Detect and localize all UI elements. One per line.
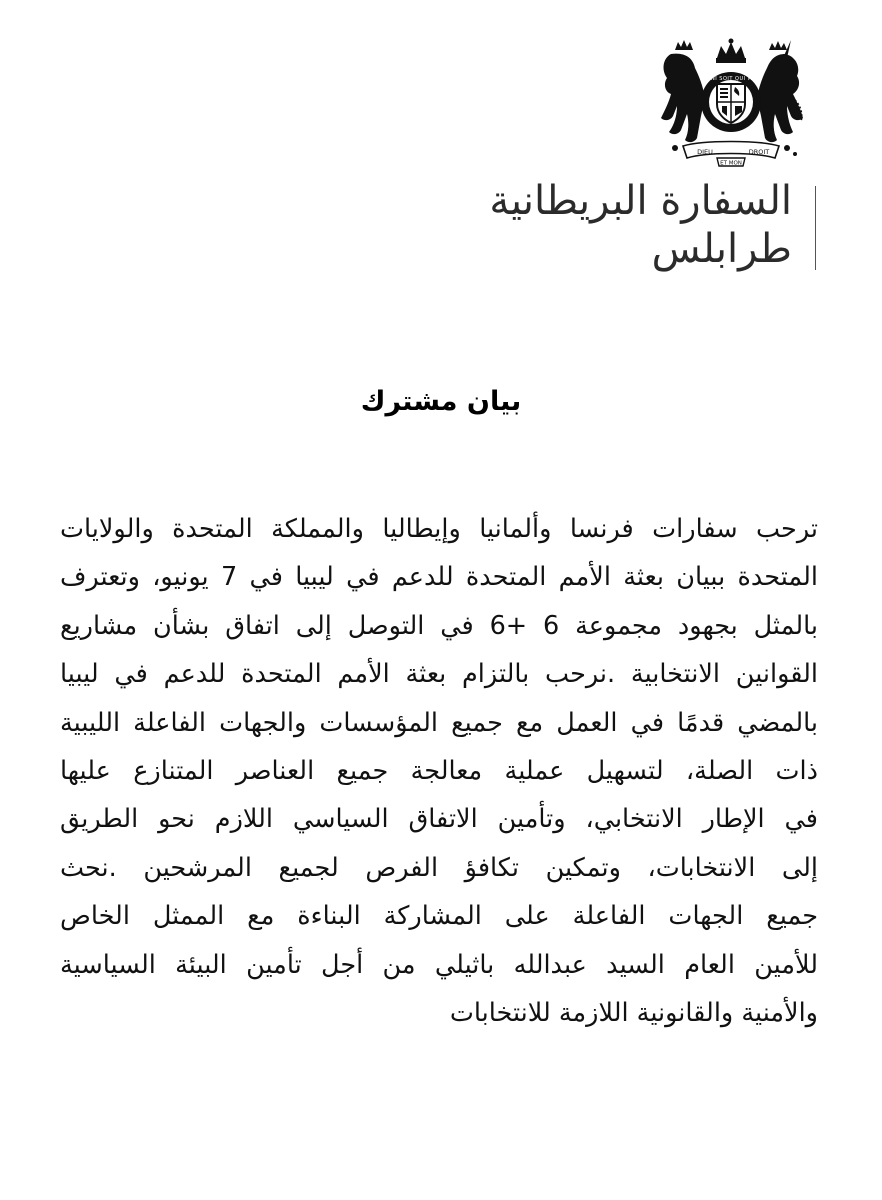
- body-line: بالمثل بجهود مجموعة 6 +6 في التوصل إلى اتفاق بشأن مشاريع: [60, 610, 818, 641]
- document-body: [60, 505, 818, 1037]
- body-line: ترحب سفارات فرنسا وألمانيا وإيطاليا والمملكة المتحدة والولايات: [60, 514, 818, 544]
- body-line: إلى الانتخابات، وتمكين تكافؤ الفرص لجميع المرشحين .نحث: [60, 852, 818, 883]
- body-line: والأمنية والقانونية اللازمة للانتخابات: [449, 997, 818, 1028]
- svg-text:DROIT: DROIT: [748, 148, 770, 156]
- letterhead-divider: [815, 186, 816, 270]
- body-line: بالمضي قدمًا في العمل مع جميع المؤسسات والجهات الفاعلة الليبية: [60, 707, 818, 738]
- svg-text:HONI SOIT QUI MAL: HONI SOIT QUI MAL: [702, 76, 760, 82]
- body-line: القوانين الانتخابية .نرحب بالتزام بعثة الأمم المتحدة للدعم في ليبيا: [60, 659, 818, 690]
- svg-text:ET MON: ET MON: [720, 160, 742, 167]
- body-line: المتحدة ببيان بعثة الأمم المتحدة للدعم في ليبيا في 7 يونيو، وتعترف: [60, 562, 819, 593]
- embassy-name: السفارة البريطانية: [489, 178, 792, 224]
- document-title: بيان مشترك: [360, 386, 522, 417]
- embassy-city: طرابلس: [651, 226, 792, 272]
- body-line: في الإطار الانتخابي، وتأمين الاتفاق السياسي اللازم نحو الطريق: [60, 804, 818, 835]
- svg-text:DIEU: DIEU: [697, 148, 713, 156]
- royal-coat-of-arms-icon: [655, 36, 807, 172]
- body-line: ذات الصلة، لتسهيل عملية معالجة جميع العناصر المتنازع عليها: [60, 755, 818, 786]
- body-line: للأمين العام السيد عبدالله باثيلي من أجل تأمين البيئة السياسية: [60, 949, 818, 980]
- body-line: جميع الجهات الفاعلة على المشاركة البناءة مع الممثل الخاص: [60, 901, 818, 932]
